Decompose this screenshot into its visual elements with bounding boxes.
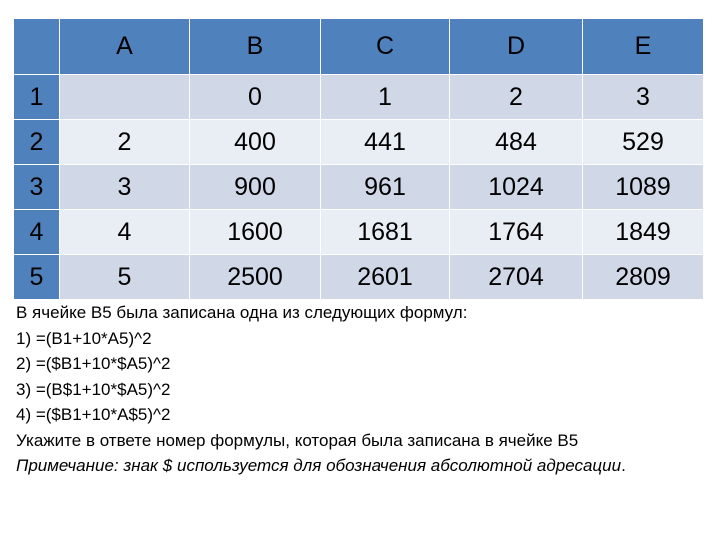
cell-c4: 1681 (321, 210, 450, 255)
task-note: Примечание: знак $ используется для обозначения абсолютной адресации (16, 456, 622, 475)
cell-a5: 5 (60, 255, 190, 300)
cell-b1: 0 (190, 75, 321, 120)
table-row (14, 120, 704, 165)
spreadsheet-table (13, 18, 704, 300)
cell-b5: 2500 (190, 255, 321, 300)
cell-d2: 484 (450, 120, 583, 165)
table-row (14, 75, 704, 120)
cell-c2: 441 (321, 120, 450, 165)
column-header-a: A (60, 19, 190, 75)
cell-a2: 2 (60, 120, 190, 165)
row-header: 2 (14, 120, 60, 165)
cell-a3: 3 (60, 165, 190, 210)
formula-option: 1) =(B1+10*A5)^2 (16, 328, 152, 348)
cell-d1: 2 (450, 75, 583, 120)
column-header-d: D (450, 19, 583, 75)
cell-e4: 1849 (583, 210, 704, 255)
cell-c3: 961 (321, 165, 450, 210)
column-header-c: C (321, 19, 450, 75)
task-note-period: . (621, 456, 626, 475)
cell-b2: 400 (190, 120, 321, 165)
cell-c5: 2601 (321, 255, 450, 300)
task-intro: В ячейке B5 была записана одна из следующих формул: (16, 303, 468, 322)
cell-c1: 1 (321, 75, 450, 120)
row-header: 4 (14, 210, 60, 255)
task-note-block (16, 453, 716, 479)
cell-d5: 2704 (450, 255, 583, 300)
column-header-row (14, 19, 704, 75)
formula-option: 4) =($B1+10*A$5)^2 (16, 405, 171, 424)
task-text (16, 300, 716, 479)
cell-a4: 4 (60, 210, 190, 255)
cell-b3: 900 (190, 165, 321, 210)
formula-option: 2) =($B1+10*$A5)^2 (16, 354, 171, 373)
cell-a1 (60, 75, 190, 120)
task-question: Укажите в ответе номер формулы, которая была записана в ячейке B5 (16, 430, 579, 450)
corner-cell (14, 19, 60, 75)
table-row (14, 165, 704, 210)
cell-b4: 1600 (190, 210, 321, 255)
formula-option: 3) =(B$1+10*$A5)^2 (16, 379, 171, 399)
cell-e5: 2809 (583, 255, 704, 300)
row-header: 3 (14, 165, 60, 210)
cell-e2: 529 (583, 120, 704, 165)
cell-e1: 3 (583, 75, 704, 120)
row-header: 5 (14, 255, 60, 300)
table-row (14, 255, 704, 300)
table-row (14, 210, 704, 255)
cell-e3: 1089 (583, 165, 704, 210)
row-header: 1 (14, 75, 60, 120)
cell-d3: 1024 (450, 165, 583, 210)
cell-d4: 1764 (450, 210, 583, 255)
column-header-e: E (583, 19, 704, 75)
column-header-b: B (190, 19, 321, 75)
